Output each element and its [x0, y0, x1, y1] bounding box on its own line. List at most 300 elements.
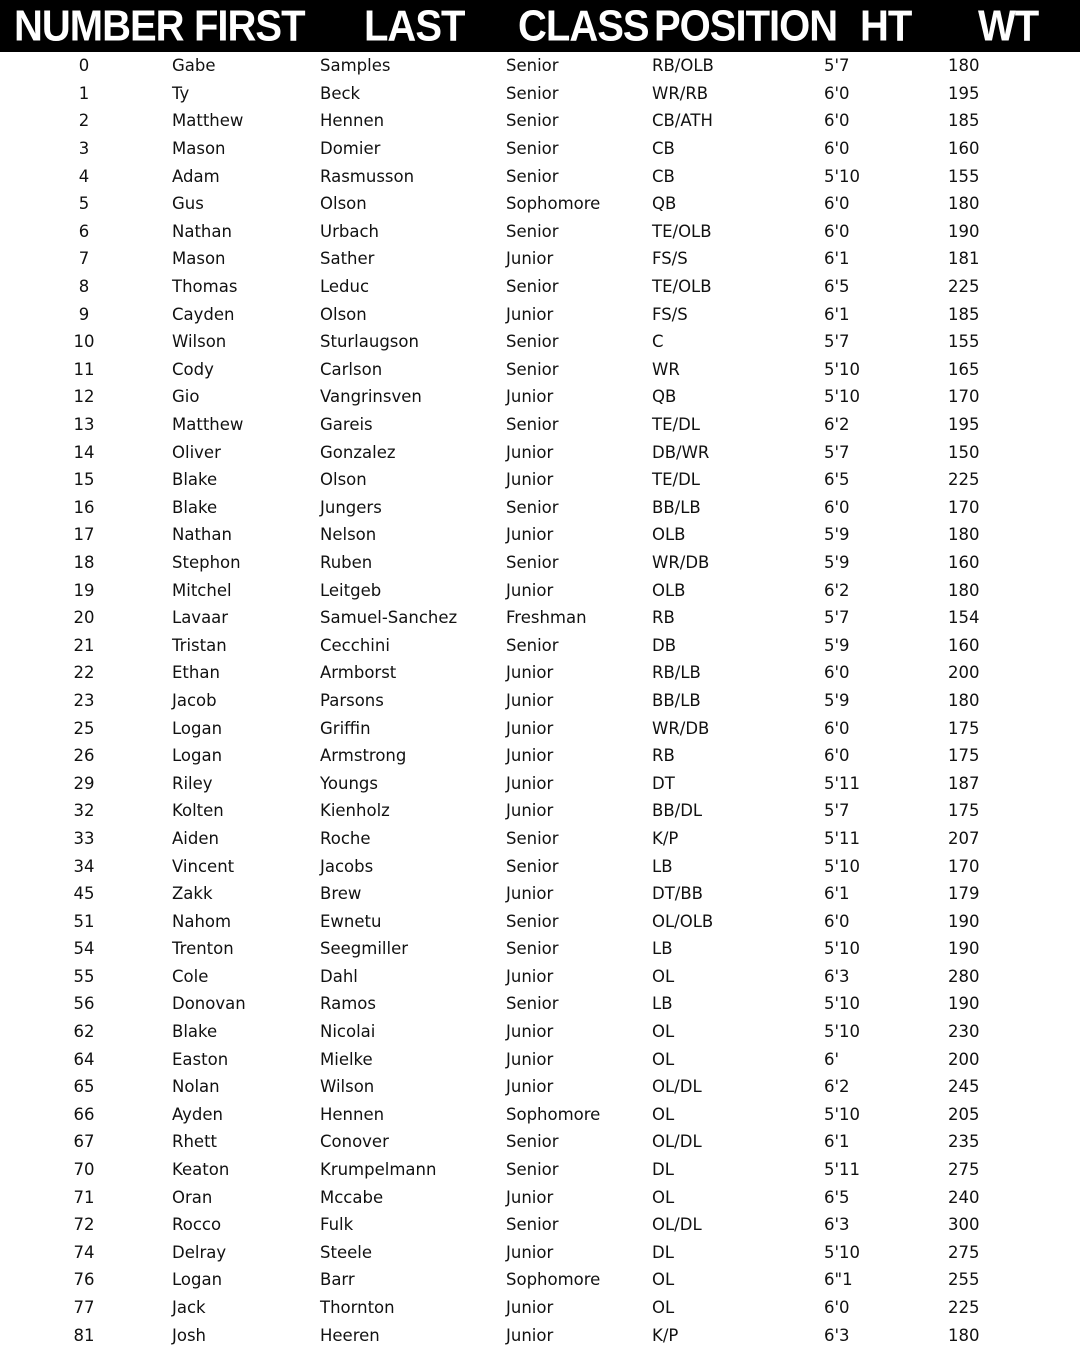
player-first-name: Stephon [172, 552, 241, 572]
player-weight: 255 [948, 1270, 980, 1290]
player-last-name: Leduc [320, 277, 370, 297]
player-position: RB/LB [652, 663, 701, 683]
player-number: 71 [73, 1187, 95, 1207]
player-position: QB [652, 194, 677, 214]
player-last-name: Ruben [320, 552, 373, 572]
player-number: 33 [73, 828, 95, 848]
player-first-name: Matthew [172, 111, 244, 131]
player-number: 20 [73, 608, 95, 628]
player-number: 54 [73, 939, 95, 959]
table-row [0, 411, 1080, 439]
player-class: Junior [506, 470, 554, 490]
player-last-name: Barr [320, 1270, 355, 1290]
player-first-name: Jacob [172, 690, 217, 710]
player-position: K/P [652, 1325, 679, 1345]
player-last-name: Samples [320, 56, 391, 76]
player-first-name: Mason [172, 249, 226, 269]
player-height: 5'10 [824, 387, 861, 407]
player-height: 6'1 [824, 884, 850, 904]
player-position: WR/RB [652, 83, 709, 103]
player-last-name: Beck [320, 83, 361, 103]
player-number: 64 [73, 1049, 95, 1069]
player-position: OL/DL [652, 1077, 702, 1097]
player-position: OL [652, 966, 675, 986]
player-class: Junior [506, 801, 554, 821]
player-class: Junior [506, 1298, 554, 1318]
player-class: Senior [506, 552, 559, 572]
player-weight: 180 [948, 690, 980, 710]
player-class: Senior [506, 221, 559, 241]
player-first-name: Josh [172, 1325, 207, 1345]
player-first-name: Trenton [172, 939, 234, 959]
player-height: 5'10 [824, 1022, 861, 1042]
player-weight: 190 [948, 911, 980, 931]
player-position: OL/OLB [652, 911, 714, 931]
player-last-name: Dahl [320, 966, 358, 986]
player-height: 6"1 [824, 1270, 853, 1290]
player-first-name: Riley [172, 773, 213, 793]
table-row [0, 1045, 1080, 1073]
player-first-name: Ethan [172, 663, 220, 683]
player-position: WR/DB [652, 552, 710, 572]
player-weight: 275 [948, 1242, 980, 1262]
player-last-name: Olson [320, 304, 367, 324]
table-row [0, 769, 1080, 797]
player-number: 65 [73, 1077, 95, 1097]
player-height: 5'9 [824, 690, 850, 710]
player-weight: 190 [948, 221, 980, 241]
player-height: 6'0 [824, 111, 850, 131]
player-weight: 150 [948, 442, 980, 462]
player-position: QB [652, 387, 677, 407]
player-number: 5 [78, 194, 90, 214]
player-last-name: Youngs [320, 773, 378, 793]
table-row [0, 438, 1080, 466]
player-class: Junior [506, 690, 554, 710]
player-class: Senior [506, 635, 559, 655]
player-number: 45 [73, 884, 95, 904]
table-row [0, 659, 1080, 687]
player-number: 6 [78, 221, 90, 241]
player-height: 5'11 [824, 1160, 861, 1180]
player-first-name: Adam [172, 166, 220, 186]
player-position: C [652, 332, 664, 352]
player-height: 5'9 [824, 552, 850, 572]
player-position: DB [652, 635, 677, 655]
player-last-name: Sturlaugson [320, 332, 419, 352]
player-number: 62 [73, 1022, 95, 1042]
player-height: 6'0 [824, 911, 850, 931]
player-last-name: Ewnetu [320, 911, 382, 931]
player-last-name: Mccabe [320, 1187, 384, 1207]
player-number: 26 [73, 746, 95, 766]
player-position: WR/DB [652, 718, 710, 738]
player-weight: 185 [948, 304, 980, 324]
table-row [0, 1156, 1080, 1184]
player-position: DT [652, 773, 675, 793]
player-height: 5'7 [824, 801, 850, 821]
player-class: Senior [506, 277, 559, 297]
player-first-name: Oran [172, 1187, 213, 1207]
player-first-name: Lavaar [172, 608, 229, 628]
player-height: 6'0 [824, 139, 850, 159]
player-class: Junior [506, 249, 554, 269]
player-class: Senior [506, 1160, 559, 1180]
player-number: 81 [73, 1325, 95, 1345]
player-position: DL [652, 1160, 674, 1180]
player-last-name: Cecchini [320, 635, 390, 655]
table-row [0, 742, 1080, 770]
player-weight: 195 [948, 83, 980, 103]
player-last-name: Krumpelmann [320, 1160, 437, 1180]
player-height: 5'10 [824, 994, 861, 1014]
table-row [0, 521, 1080, 549]
player-position: BB/LB [652, 497, 701, 517]
player-last-name: Samuel-Sanchez [320, 608, 458, 628]
player-last-name: Heeren [320, 1325, 380, 1345]
player-first-name: Rocco [172, 1215, 222, 1235]
player-number: 21 [73, 635, 95, 655]
player-first-name: Kolten [172, 801, 224, 821]
player-first-name: Mason [172, 139, 226, 159]
player-position: OL [652, 1022, 675, 1042]
table-row [0, 880, 1080, 908]
player-class: Junior [506, 387, 554, 407]
player-position: RB/OLB [652, 56, 714, 76]
player-class: Junior [506, 525, 554, 545]
player-height: 6'2 [824, 1077, 850, 1097]
table-row [0, 52, 1080, 80]
player-last-name: Seegmiller [320, 939, 409, 959]
player-last-name: Steele [320, 1242, 372, 1262]
player-number: 8 [78, 277, 90, 297]
player-first-name: Nolan [172, 1077, 220, 1097]
table-row [0, 825, 1080, 853]
player-class: Junior [506, 884, 554, 904]
player-class: Senior [506, 415, 559, 435]
player-class: Senior [506, 828, 559, 848]
player-class: Junior [506, 1022, 554, 1042]
header-first: FIRST [194, 1, 305, 50]
player-weight: 190 [948, 939, 980, 959]
player-first-name: Gio [172, 387, 200, 407]
player-first-name: Gabe [172, 56, 216, 76]
player-position: OL/DL [652, 1132, 702, 1152]
header-height: HT [860, 1, 912, 50]
player-height: 5'7 [824, 332, 850, 352]
player-class: Junior [506, 1187, 554, 1207]
player-weight: 207 [948, 828, 980, 848]
player-class: Sophomore [506, 1104, 601, 1124]
player-height: 5'11 [824, 773, 861, 793]
player-last-name: Hennen [320, 111, 385, 131]
player-weight: 280 [948, 966, 980, 986]
player-height: 6'0 [824, 746, 850, 766]
player-number: 70 [73, 1160, 95, 1180]
player-class: Senior [506, 111, 559, 131]
player-class: Sophomore [506, 194, 601, 214]
table-row [0, 797, 1080, 825]
player-number: 9 [78, 304, 90, 324]
player-last-name: Vangrinsven [320, 387, 422, 407]
player-class: Junior [506, 773, 554, 793]
player-position: LB [652, 939, 673, 959]
table-row [0, 1183, 1080, 1211]
player-last-name: Ramos [320, 994, 376, 1014]
player-class: Junior [506, 718, 554, 738]
player-last-name: Gonzalez [320, 442, 396, 462]
player-position: OL/DL [652, 1215, 702, 1235]
player-class: Senior [506, 83, 559, 103]
table-row [0, 907, 1080, 935]
player-weight: 225 [948, 277, 980, 297]
player-weight: 275 [948, 1160, 980, 1180]
player-number: 0 [78, 56, 90, 76]
player-first-name: Keaton [172, 1160, 230, 1180]
player-height: 6'0 [824, 221, 850, 241]
player-class: Junior [506, 1077, 554, 1097]
player-weight: 154 [948, 608, 980, 628]
player-last-name: Gareis [320, 415, 373, 435]
player-number: 77 [73, 1298, 95, 1318]
table-row [0, 1294, 1080, 1322]
player-height: 6'0 [824, 718, 850, 738]
player-class: Senior [506, 56, 559, 76]
table-row [0, 1239, 1080, 1267]
player-first-name: Gus [172, 194, 204, 214]
player-weight: 155 [948, 166, 980, 186]
player-height: 6'0 [824, 497, 850, 517]
player-last-name: Urbach [320, 221, 379, 241]
player-height: 5'11 [824, 828, 861, 848]
player-position: OLB [652, 525, 686, 545]
table-row [0, 687, 1080, 715]
table-row [0, 852, 1080, 880]
player-number: 14 [73, 442, 95, 462]
player-height: 6'1 [824, 304, 850, 324]
player-first-name: Matthew [172, 415, 244, 435]
table-row [0, 218, 1080, 246]
roster-body [0, 52, 1080, 1349]
player-position: BB/LB [652, 690, 701, 710]
player-height: 6'0 [824, 83, 850, 103]
player-weight: 170 [948, 856, 980, 876]
player-first-name: Nahom [172, 911, 232, 931]
table-row [0, 162, 1080, 190]
player-number: 56 [73, 994, 95, 1014]
player-first-name: Cayden [172, 304, 235, 324]
player-weight: 190 [948, 994, 980, 1014]
player-first-name: Nathan [172, 221, 232, 241]
player-position: RB [652, 746, 675, 766]
player-height: 6'3 [824, 1215, 850, 1235]
player-class: Junior [506, 966, 554, 986]
player-weight: 175 [948, 746, 980, 766]
player-first-name: Wilson [172, 332, 227, 352]
player-last-name: Brew [320, 884, 362, 904]
player-weight: 200 [948, 663, 980, 683]
table-row [0, 356, 1080, 384]
player-weight: 200 [948, 1049, 980, 1069]
player-number: 34 [73, 856, 95, 876]
player-position: DB/WR [652, 442, 710, 462]
player-height: 6'0 [824, 1298, 850, 1318]
player-number: 66 [73, 1104, 95, 1124]
table-row [0, 1128, 1080, 1156]
player-height: 6'1 [824, 1132, 850, 1152]
table-row [0, 990, 1080, 1018]
player-last-name: Nicolai [320, 1022, 376, 1042]
player-height: 5'7 [824, 56, 850, 76]
player-first-name: Ayden [172, 1104, 224, 1124]
table-row [0, 631, 1080, 659]
player-first-name: Logan [172, 746, 223, 766]
player-height: 5'7 [824, 608, 850, 628]
player-position: DT/BB [652, 884, 703, 904]
player-weight: 195 [948, 415, 980, 435]
table-row [0, 1211, 1080, 1239]
player-weight: 180 [948, 194, 980, 214]
player-position: TE/DL [652, 415, 700, 435]
player-number: 72 [73, 1215, 95, 1235]
player-height: 5'9 [824, 635, 850, 655]
player-number: 13 [73, 415, 95, 435]
player-last-name: Kienholz [320, 801, 390, 821]
player-first-name: Zakk [172, 884, 213, 904]
table-row [0, 1101, 1080, 1129]
table-row [0, 300, 1080, 328]
player-number: 11 [73, 359, 95, 379]
player-last-name: Hennen [320, 1104, 385, 1124]
player-height: 6'2 [824, 415, 850, 435]
table-row [0, 80, 1080, 108]
player-weight: 160 [948, 635, 980, 655]
player-last-name: Thornton [320, 1298, 395, 1318]
player-number: 2 [78, 111, 90, 131]
player-number: 7 [78, 249, 90, 269]
player-last-name: Jacobs [320, 856, 374, 876]
player-height: 5'10 [824, 1242, 861, 1262]
table-row [0, 1321, 1080, 1349]
table-row [0, 135, 1080, 163]
player-position: LB [652, 994, 673, 1014]
player-last-name: Armborst [320, 663, 397, 683]
table-row [0, 190, 1080, 218]
player-position: OL [652, 1270, 675, 1290]
player-first-name: Oliver [172, 442, 221, 462]
player-first-name: Logan [172, 1270, 223, 1290]
player-position: CB/ATH [652, 111, 713, 131]
player-position: TE/DL [652, 470, 700, 490]
player-last-name: Olson [320, 194, 367, 214]
player-number: 18 [73, 552, 95, 572]
player-height: 5'7 [824, 442, 850, 462]
player-position: OLB [652, 580, 686, 600]
player-last-name: Armstrong [320, 746, 407, 766]
player-height: 6'1 [824, 249, 850, 269]
player-class: Senior [506, 911, 559, 931]
player-weight: 180 [948, 580, 980, 600]
table-row [0, 328, 1080, 356]
player-position: CB [652, 139, 675, 159]
player-weight: 160 [948, 552, 980, 572]
player-position: K/P [652, 828, 679, 848]
roster-header [0, 0, 1080, 52]
player-class: Senior [506, 1132, 559, 1152]
player-first-name: Blake [172, 497, 218, 517]
player-first-name: Blake [172, 1022, 218, 1042]
player-class: Freshman [506, 608, 587, 628]
player-height: 6'3 [824, 1325, 850, 1345]
player-first-name: Aiden [172, 828, 219, 848]
player-class: Senior [506, 497, 559, 517]
player-class: Junior [506, 1049, 554, 1069]
player-height: 5'10 [824, 166, 861, 186]
player-number: 67 [73, 1132, 95, 1152]
player-weight: 180 [948, 525, 980, 545]
player-weight: 179 [948, 884, 980, 904]
player-last-name: Fulk [320, 1215, 354, 1235]
player-height: 5'10 [824, 359, 861, 379]
header-class: CLASS [518, 1, 649, 50]
table-row [0, 245, 1080, 273]
player-class: Senior [506, 332, 559, 352]
player-number: 55 [73, 966, 95, 986]
player-class: Senior [506, 166, 559, 186]
player-class: Senior [506, 994, 559, 1014]
player-class: Senior [506, 939, 559, 959]
player-last-name: Olson [320, 470, 367, 490]
player-weight: 180 [948, 56, 980, 76]
table-row [0, 604, 1080, 632]
player-weight: 175 [948, 718, 980, 738]
player-position: OL [652, 1049, 675, 1069]
player-class: Senior [506, 1215, 559, 1235]
player-weight: 160 [948, 139, 980, 159]
table-row [0, 494, 1080, 522]
player-number: 15 [73, 470, 95, 490]
table-row [0, 107, 1080, 135]
player-first-name: Thomas [172, 277, 238, 297]
player-weight: 225 [948, 470, 980, 490]
player-last-name: Nelson [320, 525, 377, 545]
player-weight: 245 [948, 1077, 980, 1097]
player-last-name: Griffin [320, 718, 371, 738]
player-last-name: Conover [320, 1132, 389, 1152]
player-height: 6'5 [824, 277, 850, 297]
player-class: Junior [506, 580, 554, 600]
player-number: 76 [73, 1270, 95, 1290]
player-position: TE/OLB [652, 277, 712, 297]
table-row [0, 383, 1080, 411]
header-position: POSITION [654, 1, 838, 50]
player-weight: 225 [948, 1298, 980, 1318]
player-number: 51 [73, 911, 95, 931]
player-first-name: Rhett [172, 1132, 218, 1152]
player-position: FS/S [652, 304, 688, 324]
player-number: 4 [78, 166, 90, 186]
player-number: 29 [73, 773, 95, 793]
player-height: 5'10 [824, 1104, 861, 1124]
header-last: LAST [364, 1, 465, 50]
player-class: Junior [506, 1325, 554, 1345]
player-position: RB [652, 608, 675, 628]
player-last-name: Jungers [320, 497, 382, 517]
player-class: Senior [506, 139, 559, 159]
player-class: Senior [506, 856, 559, 876]
player-last-name: Domier [320, 139, 381, 159]
player-height: 6'5 [824, 470, 850, 490]
